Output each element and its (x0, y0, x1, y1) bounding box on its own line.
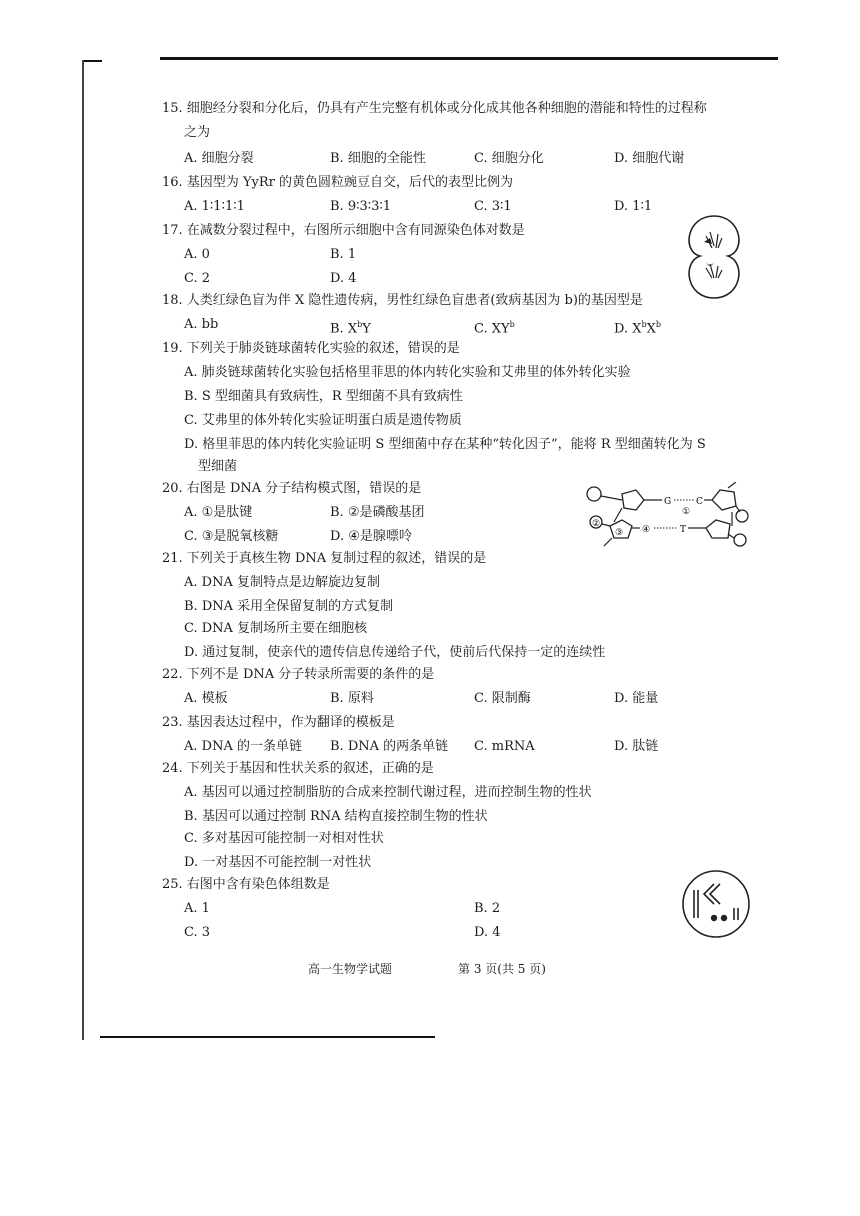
q19-option-c: C. 艾弗里的体外转化实验证明蛋白质是遗传物质 (184, 413, 462, 428)
base-c-label: C (696, 497, 703, 507)
question-15-cont: 之为 (184, 125, 211, 140)
q23-option-b: B. DNA 的两条单链 (330, 739, 449, 754)
q19-option-a: A. 肺炎链球菌转化实验包括格里菲思的体内转化实验和艾弗里的体外转化实验 (184, 365, 631, 380)
q23-option-d: D. 肽链 (614, 739, 659, 754)
cell-division-figure (676, 212, 752, 302)
q18-option-b: B. $X^bY$ (330, 320, 371, 337)
bottom-border-line (100, 1036, 435, 1038)
base-t-label: T (680, 525, 687, 535)
q19-option-d-cont: 型细菌 (198, 459, 238, 474)
q24-option-d: D. 一对基因不可能控制一对性状 (184, 855, 372, 870)
q22-option-b: B. 原料 (330, 691, 374, 706)
q15-option-c: C. 细胞分化 (474, 151, 544, 166)
q22-option-a: A. 模板 (184, 691, 228, 706)
marker-1-label: ① (682, 507, 691, 517)
q25-option-d: D. 4 (474, 925, 501, 940)
q24-option-c: C. 多对基因可能控制一对相对性状 (184, 831, 384, 846)
q20-option-a: A. ①是肽键 (184, 505, 253, 520)
footer-subject: 高一生物学试题 (308, 962, 393, 976)
question-18: 18. 人类红绿色盲为伴 X 隐性遗传病，男性红绿色盲患者(致病基因为 b)的基因型是 (162, 293, 643, 308)
q15-option-b: B. 细胞的全能性 (330, 151, 426, 166)
question-24: 24. 下列关于基因和性状关系的叙述，正确的是 (162, 761, 434, 776)
base-g-label: G (664, 497, 672, 507)
q20-option-c: C. ③是脱氧核糖 (184, 529, 279, 544)
q21-option-b: B. DNA 采用全保留复制的方式复制 (184, 599, 394, 614)
marker-3-label: ③ (615, 528, 624, 538)
q18-option-c: C. $XY^b$ (474, 320, 515, 337)
q17-option-d: D. 4 (330, 271, 357, 286)
question-19: 19. 下列关于肺炎链球菌转化实验的叙述，错误的是 (162, 341, 460, 356)
q15-option-a: A. 细胞分裂 (184, 151, 254, 166)
q20-option-b: B. ②是磷酸基团 (330, 505, 425, 520)
q16-option-c: C. 3∶1 (474, 199, 512, 214)
q20-option-d: D. ④是腺嘌呤 (330, 529, 412, 544)
q17-option-a: A. 0 (184, 247, 210, 262)
q21-option-d: D. 通过复制，使亲代的遗传信息传递给子代，使前后代保持一定的连续性 (184, 645, 606, 660)
dna-structure-figure (582, 482, 752, 552)
q17-option-b: B. 1 (330, 247, 357, 262)
question-16: 16. 基因型为 YyRr 的黄色圆粒豌豆自交，后代的表型比例为 (162, 175, 514, 190)
question-15: 15. 细胞经分裂和分化后，仍具有产生完整有机体或分化成其他各种细胞的潜能和特性的过程称 (162, 101, 707, 116)
q17-option-c: C. 2 (184, 271, 211, 286)
q19-option-b: B. S 型细菌具有致病性，R 型细菌不具有致病性 (184, 389, 463, 404)
q21-option-a: A. DNA 复制特点是边解旋边复制 (184, 575, 380, 590)
left-corner-line (82, 60, 102, 62)
question-21: 21. 下列关于真核生物 DNA 复制过程的叙述，错误的是 (162, 551, 487, 566)
q18-option-a: A. bb (184, 317, 219, 332)
q23-option-c: C. mRNA (474, 739, 535, 754)
q16-option-d: D. 1∶1 (614, 199, 653, 214)
q24-option-b: B. 基因可以通过控制 RNA 结构直接控制生物的性状 (184, 809, 488, 824)
q16-option-b: B. 9∶3∶3∶1 (330, 199, 392, 214)
question-25: 25. 右图中含有染色体组数是 (162, 877, 330, 892)
q23-option-a: A. DNA 的一条单链 (184, 739, 302, 754)
q24-option-a: A. 基因可以通过控制脂肪的合成来控制代谢过程，进而控制生物的性状 (184, 785, 592, 800)
q25-option-b: B. 2 (474, 901, 501, 916)
marker-2-label: ② (592, 519, 601, 529)
q19-option-d: D. 格里菲思的体内转化实验证明 S 型细菌中存在某种“转化因子”，能将 R 型细菌转化为 S (184, 437, 706, 452)
question-23: 23. 基因表达过程中，作为翻译的模板是 (162, 715, 395, 730)
q25-option-a: A. 1 (184, 901, 210, 916)
q25-option-c: C. 3 (184, 925, 211, 940)
question-22: 22. 下列不是 DNA 分子转录所需要的条件的是 (162, 667, 435, 682)
left-border-line (82, 60, 84, 1040)
q16-option-a: A. 1∶1∶1∶1 (184, 199, 245, 214)
chromosome-set-figure (680, 868, 752, 940)
question-20: 20. 右图是 DNA 分子结构模式图，错误的是 (162, 481, 422, 496)
marker-4-label: ④ (642, 525, 651, 535)
q15-option-d: D. 细胞代谢 (614, 151, 685, 166)
q22-option-d: D. 能量 (614, 691, 659, 706)
q21-option-c: C. DNA 复制场所主要在细胞核 (184, 621, 368, 636)
q18-option-d: D. $X^bX^b$ (614, 320, 661, 337)
top-border-line (160, 57, 778, 60)
q22-option-c: C. 限制酶 (474, 691, 531, 706)
question-17: 17. 在减数分裂过程中，右图所示细胞中含有同源染色体对数是 (162, 223, 525, 238)
footer-page-number: 第 3 页(共 5 页) (458, 962, 546, 976)
